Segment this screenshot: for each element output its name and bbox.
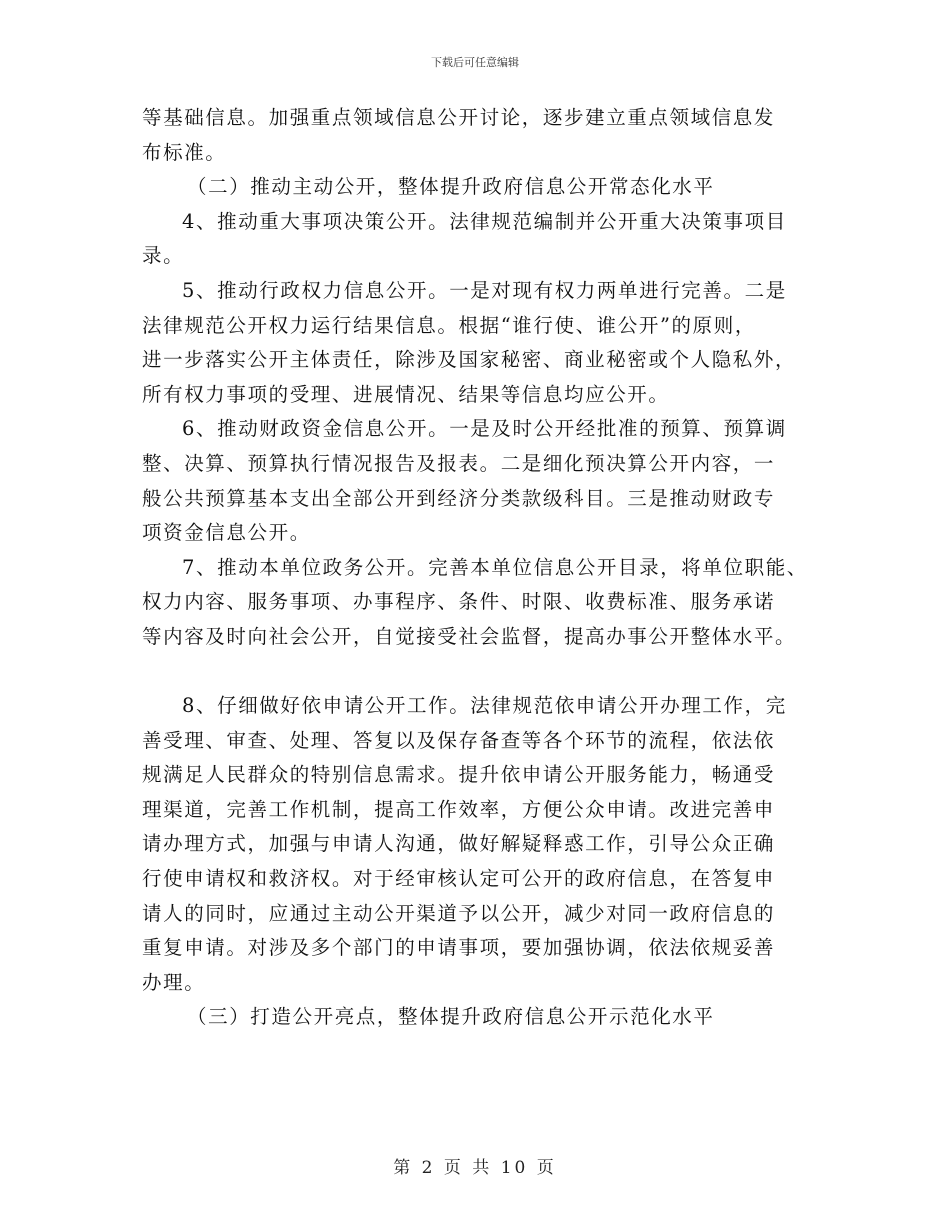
text-line: 善受理、审查、处理、答复以及保存备查等各个环节的流程，依法依 xyxy=(142,728,776,752)
paragraph-start: 4、推动重大事项决策公开。法律规范编制并公开重大决策事项目 xyxy=(182,209,787,233)
text-line: 项资金信息公开。 xyxy=(142,521,311,545)
paragraph-start: 6、推动财政资金信息公开。一是及时公开经批准的预算、预算调 xyxy=(182,417,787,441)
text-line: 请办理方式，加强与申请人沟通，做好解疑释惑工作，引导公众正确 xyxy=(142,832,776,856)
blank-line xyxy=(142,655,822,690)
text-line: 权力内容、服务事项、办事程序、条件、时限、收费标准、服务承诺 xyxy=(142,590,776,614)
text-line: 行使申请权和救济权。对于经审核认定可公开的政府信息，在答复申 xyxy=(142,867,776,891)
text-line: 进一步落实公开主体责任，除涉及国家秘密、商业秘密或个人隐私外， xyxy=(142,348,797,372)
section-heading: （二）推动主动公开，整体提升政府信息公开常态化水平 xyxy=(187,175,715,199)
text-line: 录。 xyxy=(142,244,185,268)
text-line: 规满足人民群众的特别信息需求。提升依申请公开服务能力，畅通受 xyxy=(142,763,776,787)
text-line: 理渠道，完善工作机制，提高工作效率，方便公众申请。改进完善申 xyxy=(142,797,776,821)
text-line: 等基础信息。加强重点领域信息公开讨论，逐步建立重点领域信息发 xyxy=(142,106,776,129)
page-header: 下载后可任意编辑 xyxy=(431,56,519,69)
text-line: 办理。 xyxy=(142,970,206,994)
paragraph-start: 8、仔细做好依申请公开工作。法律规范依申请公开办理工作，完 xyxy=(182,694,787,718)
text-line: 等内容及时向社会公开，自觉接受社会监督，提高办事公开整体水平。 xyxy=(142,624,797,648)
text-line: 法律规范公开权力运行结果信息。根据“谁行使、谁公开”的原则， xyxy=(142,313,756,337)
page-number-footer: 第 2 页 共 10 页 xyxy=(393,1158,557,1178)
paragraph-start: 5、推动行政权力信息公开。一是对现有权力两单进行完善。二是 xyxy=(182,278,787,302)
document-body xyxy=(142,101,822,1035)
text-line: 般公共预算基本支出全部公开到经济分类款级科目。三是推动财政专 xyxy=(142,486,776,510)
text-line: 布标准。 xyxy=(142,140,227,164)
paragraph-start: 7、推动本单位政务公开。完善本单位信息公开目录，将单位职能、 xyxy=(182,555,808,579)
text-line: 整、决算、预算执行情况报告及报表。二是细化预决算公开内容，一 xyxy=(142,451,776,475)
text-line: 重复申请。对涉及多个部门的申请事项，要加强协调，依法依规妥善 xyxy=(142,936,776,960)
text-line: 所有权力事项的受理、进展情况、结果等信息均应公开。 xyxy=(142,382,670,406)
text-line: 请人的同时，应通过主动公开渠道予以公开，减少对同一政府信息的 xyxy=(142,901,776,925)
section-heading: （三）打造公开亮点，整体提升政府信息公开示范化水平 xyxy=(187,1005,715,1029)
